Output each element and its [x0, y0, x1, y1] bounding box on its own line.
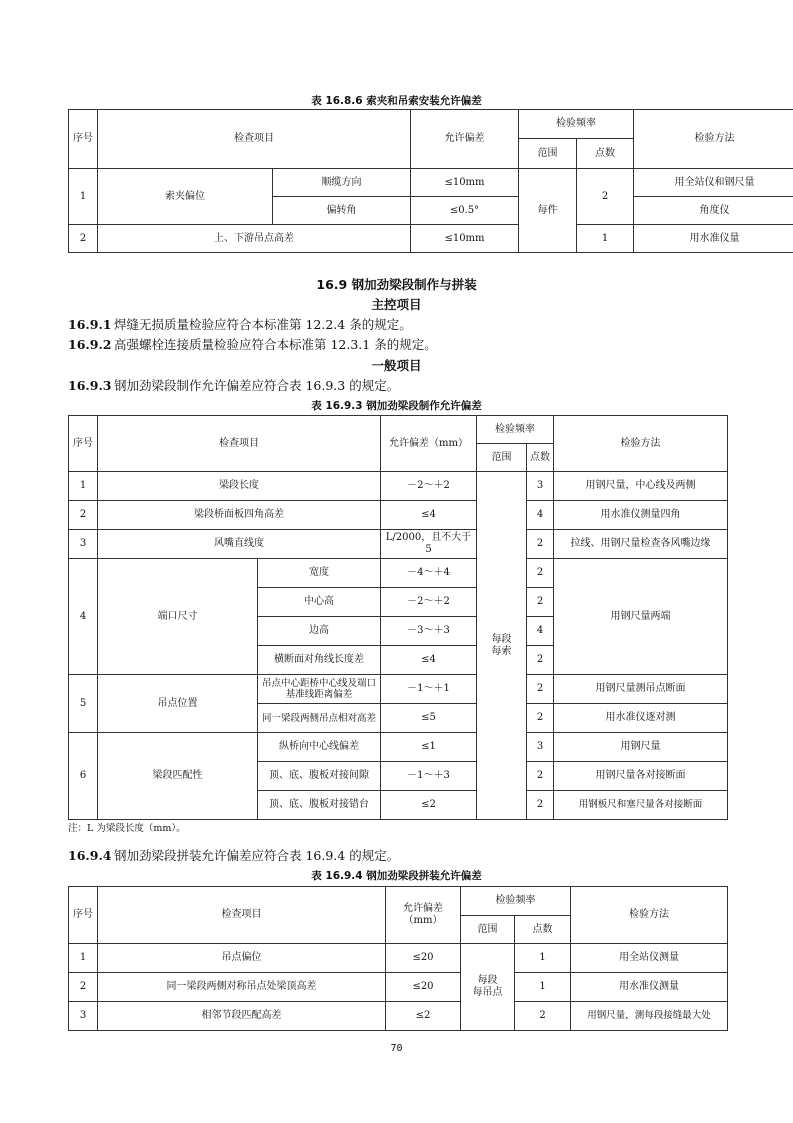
cell-points: 2 [527, 791, 554, 820]
clause-16-9-3 [68, 376, 399, 394]
cell-tolerance: －2～＋2 [381, 588, 477, 617]
header-item: 检查项目 [98, 887, 386, 944]
cell-tolerance: ≤0.5° [411, 197, 519, 225]
cell-item: 索夹偏位 [98, 169, 273, 225]
header-freq: 检验频率 [519, 110, 634, 139]
cell-points: 2 [515, 1002, 571, 1031]
cell-tolerance: ≤5 [381, 704, 477, 733]
clause-text: 焊缝无损质量检验应符合本标准第 12.2.4 条的规定。 [114, 317, 412, 332]
cell-points: 2 [527, 559, 554, 588]
cell-points: 3 [527, 472, 554, 501]
cell-item: 相邻节段匹配高差 [98, 1002, 386, 1031]
cell-tolerance: －2～＋2 [381, 472, 477, 501]
cell-tolerance: －4～＋4 [381, 559, 477, 588]
cell-subitem: 偏转角 [273, 197, 411, 225]
table-16-8-6 [68, 109, 793, 253]
table-16-8-6-caption: 表 16.8.6 索夹和吊索安装允许偏差 [311, 95, 482, 107]
cell-no: 2 [69, 973, 98, 1002]
header-no: 序号 [69, 887, 98, 944]
clause-number: 16.9.3 [68, 378, 112, 393]
cell-tolerance: ≤4 [381, 501, 477, 530]
cell-subitem: 顺缆方向 [273, 169, 411, 197]
clause-16-9-2 [68, 335, 437, 353]
cell-item: 上、下游吊点高差 [98, 225, 411, 253]
cell-item: 吊点位置 [98, 675, 258, 733]
cell-subitem: 顶、底、腹板对接间隙 [258, 762, 381, 791]
cell-no: 2 [69, 225, 98, 253]
cell-points: 4 [527, 501, 554, 530]
cell-tolerance: ≤2 [386, 1002, 461, 1031]
cell-no: 3 [69, 1002, 98, 1031]
cell-subitem: 横断面对角线长度差 [258, 646, 381, 675]
page-number: 70 [390, 1043, 403, 1054]
cell-tolerance: ≤1 [381, 733, 477, 762]
header-item: 检查项目 [98, 110, 411, 169]
clause-number: 16.9.2 [68, 337, 112, 352]
cell-range: 每件 [519, 169, 577, 253]
cell-method: 用水准仪测量四角 [554, 501, 728, 530]
header-tolerance: 允许偏差（mm） [386, 887, 461, 944]
table-16-9-3 [68, 415, 728, 820]
cell-range: 每段 每吊点 [461, 944, 515, 1031]
header-no: 序号 [69, 416, 98, 472]
main-items-heading: 主控项目 [371, 297, 422, 312]
cell-tolerance: ≤10mm [411, 169, 519, 197]
clause-text: 钢加劲梁段制作允许偏差应符合表 16.9.3 的规定。 [114, 378, 400, 393]
cell-method: 用水准仪量 [634, 225, 793, 253]
clause-number: 16.9.4 [68, 848, 112, 863]
cell-points: 4 [527, 617, 554, 646]
cell-points: 1 [577, 225, 634, 253]
header-method: 检验方法 [554, 416, 728, 472]
cell-tolerance: －1～＋1 [381, 675, 477, 704]
cell-subitem: 宽度 [258, 559, 381, 588]
cell-points: 1 [515, 944, 571, 973]
cell-subitem: 吊点中心距桥中心线及端口基准线距离偏差 [258, 675, 381, 704]
clause-16-9-1 [68, 315, 412, 333]
cell-points: 2 [577, 169, 634, 225]
table-note: 注：L 为梁段长度（mm）。 [68, 823, 186, 834]
cell-subitem: 纵桥向中心线偏差 [258, 733, 381, 762]
cell-points: 2 [527, 530, 554, 559]
header-method: 检验方法 [634, 110, 793, 169]
table-16-9-3-caption: 表 16.9.3 钢加劲梁段制作允许偏差 [311, 400, 482, 412]
header-tolerance: 允许偏差（mm） [381, 416, 477, 472]
header-item: 检查项目 [98, 416, 381, 472]
general-items-heading: 一般项目 [371, 358, 422, 373]
cell-method: 角度仪 [634, 197, 793, 225]
header-method: 检验方法 [571, 887, 728, 944]
cell-method: 用全站仪测量 [571, 944, 728, 973]
cell-subitem: 边高 [258, 617, 381, 646]
cell-tolerance: ≤2 [381, 791, 477, 820]
cell-no: 3 [69, 530, 98, 559]
cell-method: 用钢尺量两端 [554, 559, 728, 675]
cell-method: 用钢尺量，中心线及两侧 [554, 472, 728, 501]
cell-no: 1 [69, 472, 98, 501]
table-16-9-4 [68, 886, 728, 1031]
header-freq: 检验频率 [477, 416, 554, 444]
section-title: 16.9 钢加劲梁段制作与拼装 [316, 277, 477, 292]
header-points: 点数 [515, 916, 571, 944]
cell-points: 1 [515, 973, 571, 1002]
cell-method: 用钢板尺和塞尺量各对接断面 [554, 791, 728, 820]
cell-item: 端口尺寸 [98, 559, 258, 675]
header-range: 范围 [519, 139, 577, 169]
cell-subitem: 顶、底、腹板对接错台 [258, 791, 381, 820]
clause-text: 高强螺栓连接质量检验应符合本标准第 12.3.1 条的规定。 [114, 337, 437, 352]
cell-points: 2 [527, 704, 554, 733]
cell-tolerance: ≤20 [386, 944, 461, 973]
cell-item: 梁段长度 [98, 472, 381, 501]
header-range: 范围 [477, 444, 527, 472]
cell-points: 2 [527, 588, 554, 617]
cell-item: 同一梁段两侧对称吊点处梁顶高差 [98, 973, 386, 1002]
clause-16-9-4 [68, 846, 399, 864]
cell-method: 用钢尺量 [554, 733, 728, 762]
cell-method: 用水准仪逐对测 [554, 704, 728, 733]
header-points: 点数 [577, 139, 634, 169]
cell-points: 2 [527, 675, 554, 704]
cell-method: 拉线、用钢尺量检查各风嘴边缘 [554, 530, 728, 559]
cell-no: 5 [69, 675, 98, 733]
clause-text: 钢加劲梁段拼装允许偏差应符合表 16.9.4 的规定。 [114, 848, 400, 863]
header-tolerance: 允许偏差 [411, 110, 519, 169]
cell-no: 4 [69, 559, 98, 675]
cell-tolerance: －1～＋3 [381, 762, 477, 791]
cell-subitem: 中心高 [258, 588, 381, 617]
cell-method: 用钢尺量，测每段接缝最大处 [571, 1002, 728, 1031]
table-16-9-4-caption: 表 16.9.4 钢加劲梁段拼装允许偏差 [311, 870, 482, 882]
cell-no: 6 [69, 733, 98, 820]
cell-no: 1 [69, 169, 98, 225]
clause-number: 16.9.1 [68, 317, 112, 332]
cell-item: 梁段匹配性 [98, 733, 258, 820]
cell-no: 1 [69, 944, 98, 973]
cell-range: 每段 每索 [477, 472, 527, 820]
header-points: 点数 [527, 444, 554, 472]
cell-points: 2 [527, 646, 554, 675]
cell-method: 用全站仪和钢尺量 [634, 169, 793, 197]
cell-method: 用钢尺量测吊点断面 [554, 675, 728, 704]
header-freq: 检验频率 [461, 887, 571, 916]
cell-points: 2 [527, 762, 554, 791]
cell-item: 梁段桥面板四角高差 [98, 501, 381, 530]
cell-tolerance: L/2000，且不大于 5 [381, 530, 477, 559]
cell-item: 吊点偏位 [98, 944, 386, 973]
cell-tolerance: ≤4 [381, 646, 477, 675]
cell-subitem: 同一梁段两侧吊点相对高差 [258, 704, 381, 733]
header-no: 序号 [69, 110, 98, 169]
cell-tolerance: ≤10mm [411, 225, 519, 253]
cell-tolerance: －3～＋3 [381, 617, 477, 646]
cell-item: 风嘴直线度 [98, 530, 381, 559]
cell-method: 用钢尺量各对接断面 [554, 762, 728, 791]
cell-no: 2 [69, 501, 98, 530]
cell-tolerance: ≤20 [386, 973, 461, 1002]
header-range: 范围 [461, 916, 515, 944]
cell-points: 3 [527, 733, 554, 762]
cell-method: 用水准仪测量 [571, 973, 728, 1002]
